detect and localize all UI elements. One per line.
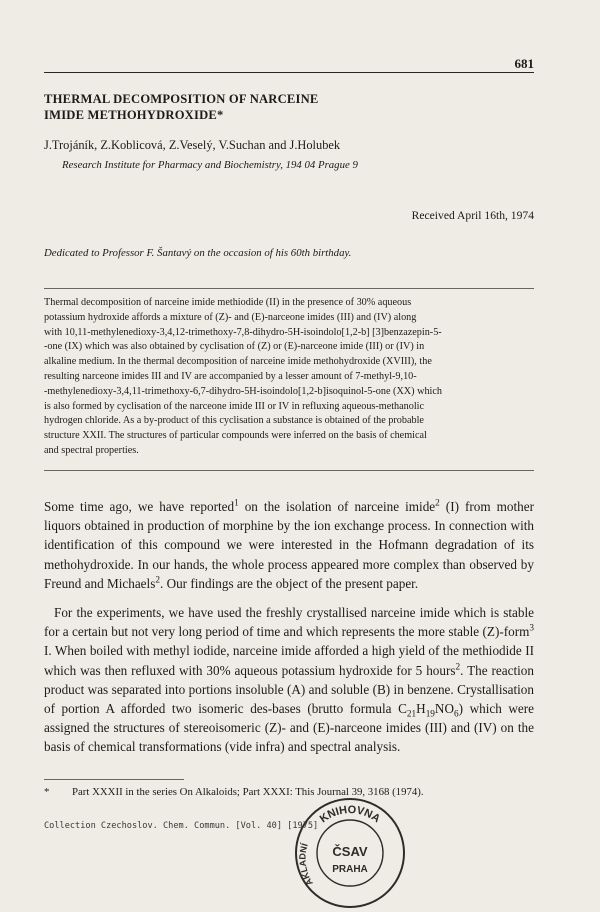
abstract-line: with 10,11-methylenedioxy-3,4,12-trimethoxy-7,8-dihydro-5H-isoindolo[1,2-b] [3]benzazepin-5- <box>44 326 442 338</box>
abstract-line: structure XXII. The structures of particular compounds were inferred on the basis of chemical <box>44 430 427 442</box>
stamp-center-text: ČSAV <box>332 844 368 859</box>
received-date: Received April 16th, 1974 <box>411 209 534 222</box>
stamp-bottom-text: PRAHA <box>332 864 368 875</box>
reference-marker: 1 <box>234 497 239 508</box>
footnote-marker: * <box>44 786 50 798</box>
reference-marker: 2 <box>455 661 461 672</box>
dedication: Dedicated to Professor F. Šantavý on the occasion of his 60th birthday. <box>44 247 352 259</box>
abstract-line: potassium hydroxide affords a mixture of (Z)- and (E)-narceone imides (III) and (IV) along <box>44 311 417 323</box>
abstract-bottom-rule <box>44 470 534 471</box>
body-paragraph-2: For the experiments, we have used the freshly crystallised narceine imide which is stable for a certain but not very long period of time and which represents the more stable (Z)-form$^3$ I. When boiled with methyl iodide, narceine imide afforded a high yield of the methiodide II which was then refluxed with 30% aqueous potassium hydroxide for 5 hours$^2$. The reaction product was separated into portions insoluble (A) and soluble (B) in benzene. Crystallisation of portion A afforded two isomeric des-bases (brutto formula $C_{21}H_{19}NO_6$) which were assigned the structures of stereoisomeric (Z)- and (E)-narceone imides (III) and (IV) on the basis of chemical transformations (vide infra) and spectral analysis. <box>44 605 535 755</box>
title-line: THERMAL DECOMPOSITION OF NARCEINE <box>44 92 319 106</box>
abstract-line: -methylenedioxy-3,4,11-trimethoxy-6,7-dihydro-5H-isoindolo[1,2-b]isoquinol-5-one (XX) which <box>44 385 442 397</box>
reference-marker: 3 <box>529 622 534 633</box>
footnote-text: Part XXXII in the series On Alkaloids; Part XXXI: This Journal 39, 3168 (1974). <box>72 786 424 798</box>
header-rule <box>44 72 534 73</box>
abstract-line: Thermal decomposition of narceine imide methiodide (II) in the presence of 30% aqueous <box>44 297 412 308</box>
author-list: J.Trojáník, Z.Koblicová, Z.Veselý, V.Suchan and J.Holubek <box>44 138 341 152</box>
body-paragraph-1: Some time ago, we have reported$^1$ on the isolation of narceine imide$^2$ (I) from mother liquors obtained in production of morphine by the ion exchange process. In connection with identification of this compound we were interested in the Hofmann degradation of its methohydroxide. In our hands, the whole process appeared more complex than observed by Freund and Michaels$^2$. Our findings are the object of the present paper. <box>44 497 534 591</box>
svg-text:KNIHOVNA <box>318 804 383 825</box>
library-stamp <box>291 794 409 912</box>
abstract-line: hydrogen chloride. As a by-product of this cyclisation a substance is obtained of the probable <box>44 415 424 427</box>
abstract-line: and spectral properties. <box>44 444 139 456</box>
abstract <box>44 296 534 459</box>
reference-marker: 2 <box>435 497 440 508</box>
title-line: IMIDE METHOHYDROXIDE* <box>44 108 224 122</box>
affiliation: Research Institute for Pharmacy and Biochemistry, 194 04 Prague 9 <box>62 159 358 171</box>
abstract-line: -one (IX) which was also obtained by cyclisation of (Z) or (E)-narceone imide (III) or (IV) in <box>44 341 425 353</box>
abstract-line: is also formed by cyclisation of the narceone imide III or IV in refluxing aqueous-methanolic <box>44 400 425 412</box>
stamp-arc-text-left: AKLADNÍ <box>297 842 315 888</box>
svg-text:AKLADNÍ <box>297 842 314 888</box>
abstract-line: resulting narceone imides III and IV are accompanied by a lesser amount of 7-methyl-9,10- <box>44 370 417 382</box>
stamp-arc-text: KNIHOVNA <box>317 803 383 826</box>
abstract-top-rule <box>44 288 534 289</box>
abstract-line: alkaline medium. In the thermal decomposition of narceine imide methohydroxide (XVIII), the <box>44 356 432 368</box>
page-number: 681 <box>514 56 534 71</box>
reference-marker: 2 <box>155 574 160 585</box>
footnote-rule <box>44 779 184 780</box>
article-title <box>44 91 484 123</box>
journal-footer: Collection Czechoslov. Chem. Commun. [Vol. 40] [1975] <box>44 821 319 831</box>
